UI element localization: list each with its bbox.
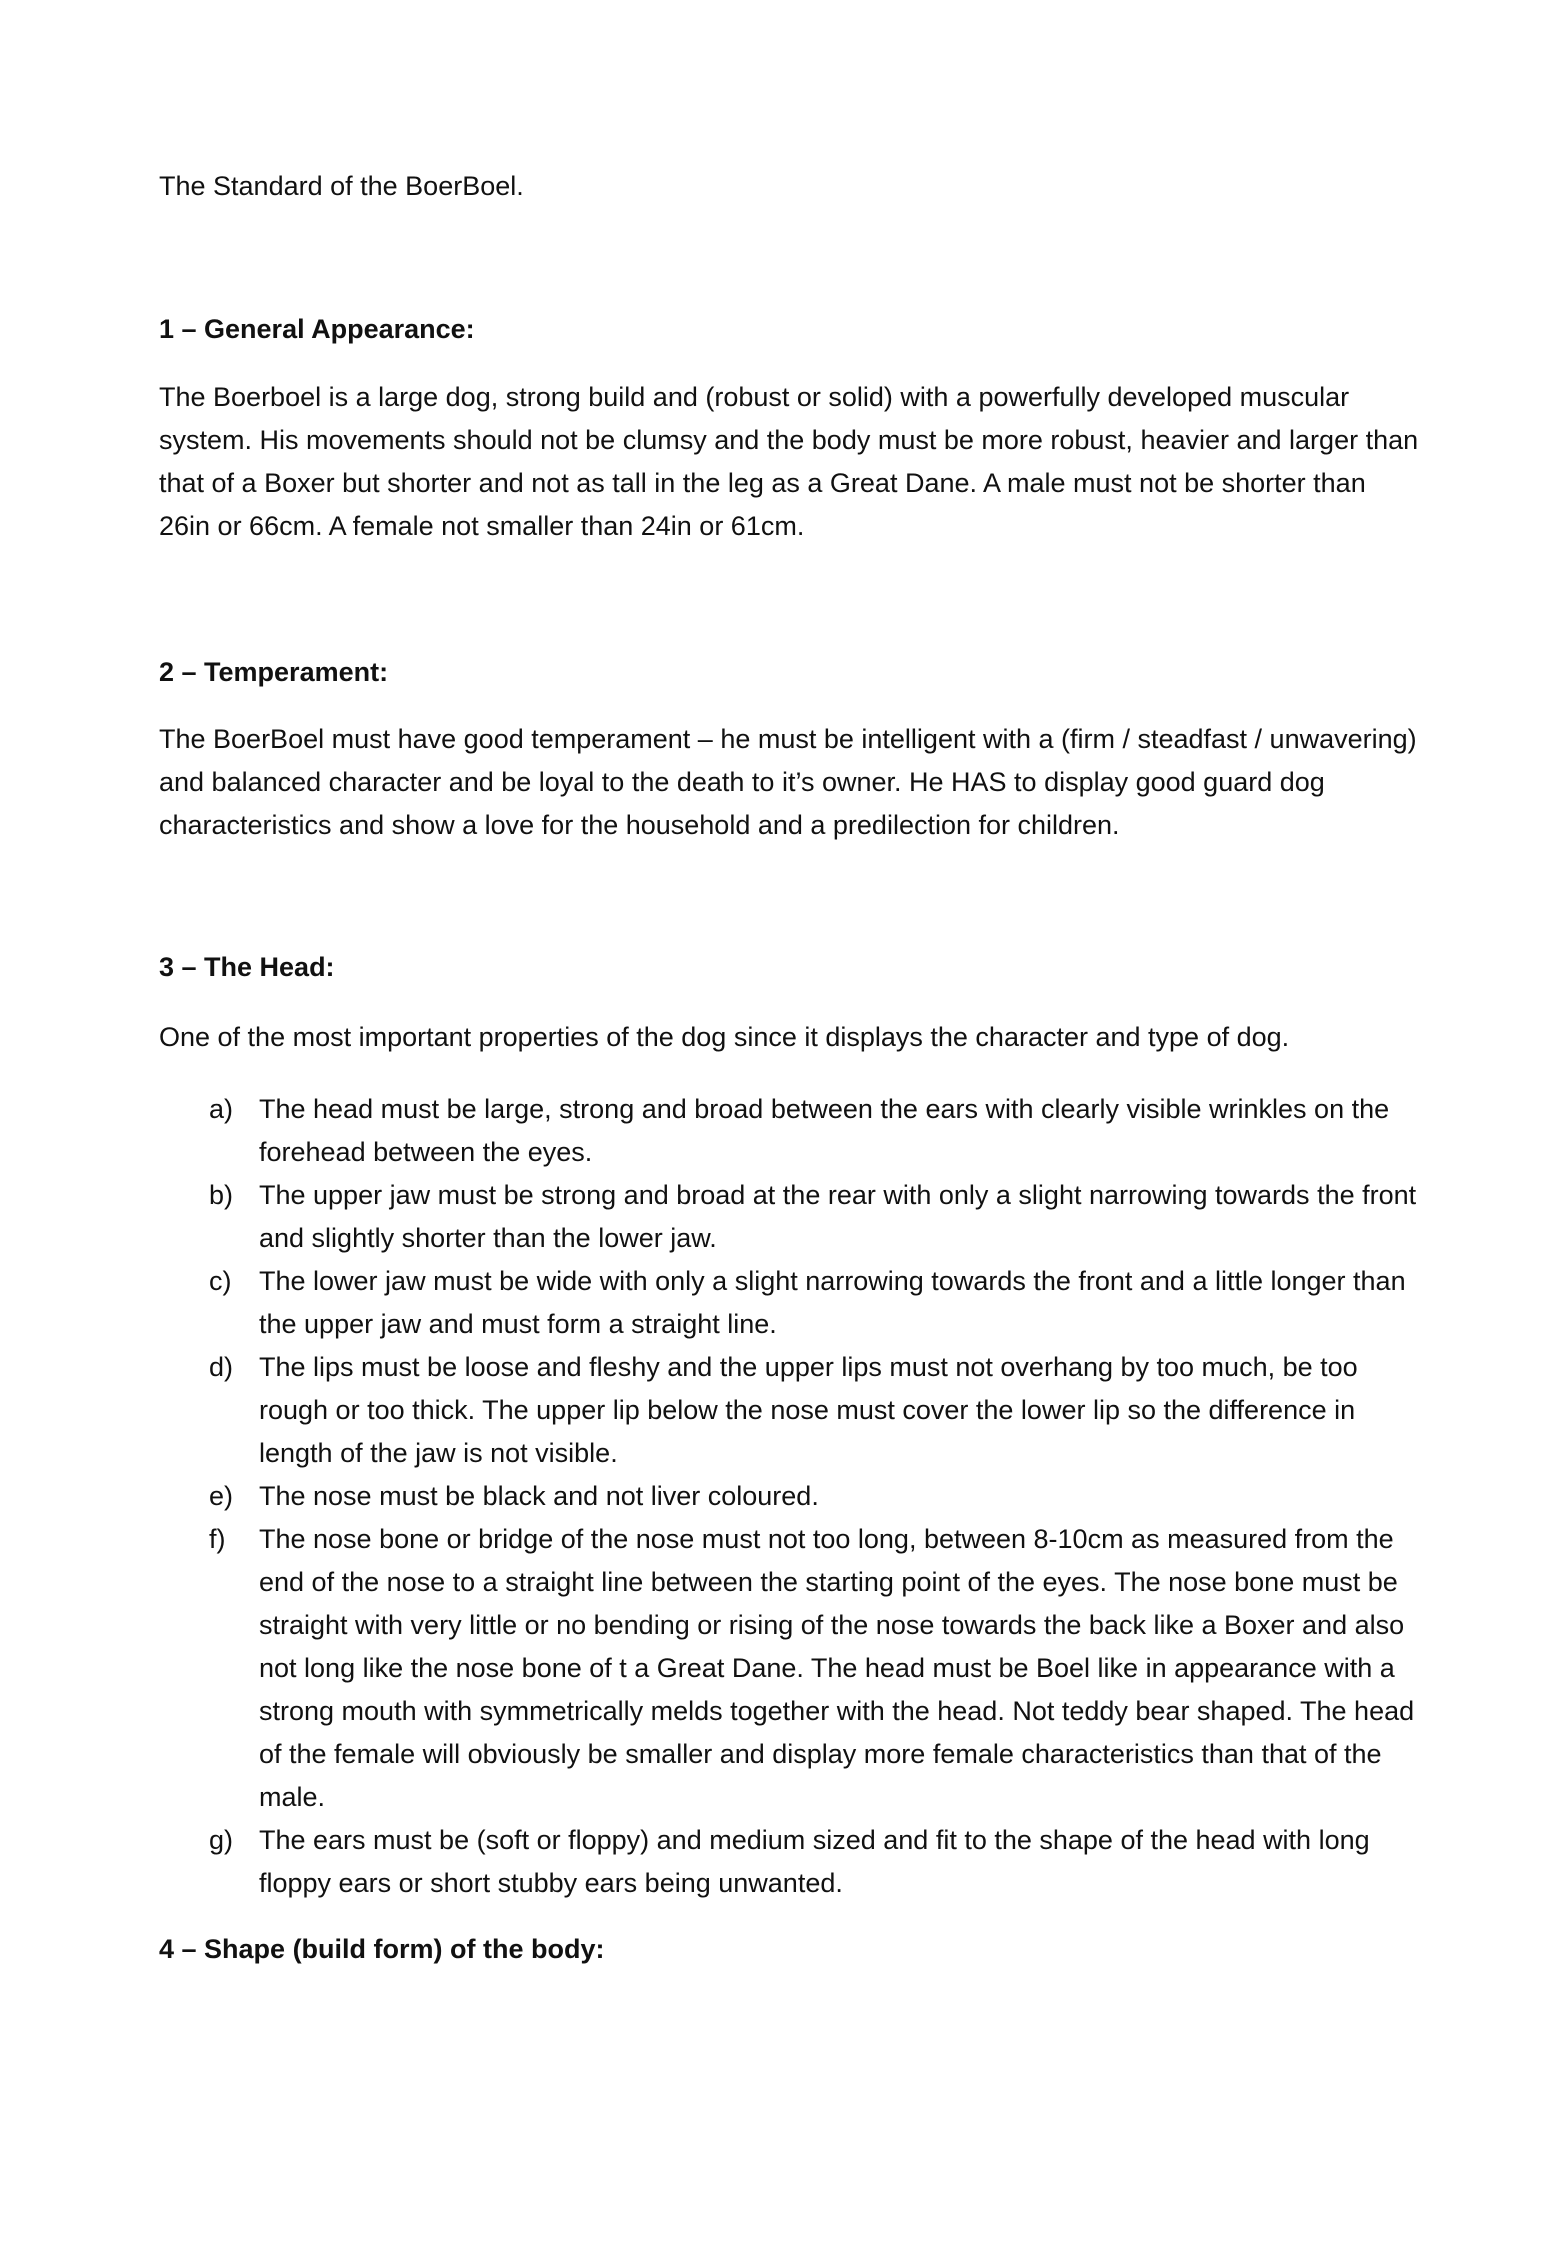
section-paragraph-the-head: One of the most important properties of the dog since it displays the character and type of dog. xyxy=(159,1022,1290,1052)
list-item xyxy=(159,1088,1419,1174)
list-marker: b) xyxy=(209,1180,234,1210)
head-requirements-list xyxy=(159,1088,1419,1905)
list-item-text: The head must be large, strong and broad between the ears with clearly visible wrinkles on the forehead between the eyes. xyxy=(259,1094,1390,1167)
list-marker: c) xyxy=(209,1266,232,1296)
list-marker: e) xyxy=(209,1481,234,1511)
list-item xyxy=(159,1475,1419,1518)
list-item xyxy=(159,1518,1419,1819)
section-paragraph-temperament: The BoerBoel must have good temperament – he must be intelligent with a (firm / steadfast / unwavering) and balanced character and be loyal to the death to it’s owner. He HAS to display good guard dog characteristics and show a love for the household and a predilection for children. xyxy=(159,724,1417,840)
list-marker: a) xyxy=(209,1094,234,1124)
section-paragraph-general-appearance: The Boerboel is a large dog, strong build and (robust or solid) with a powerfully developed muscular system. His movements should not be clumsy and the body must be more robust, heavier and larger than that of a Boxer but shorter and not as tall in the leg as a Great Dane. A male must not be shorter than 26in or 66cm. A female not smaller than 24in or 61cm. xyxy=(159,382,1419,541)
section-heading-general-appearance: 1 – General Appearance: xyxy=(159,314,475,344)
list-item-text: The upper jaw must be strong and broad at the rear with only a slight narrowing towards the front and slightly shorter than the lower jaw. xyxy=(259,1180,1417,1253)
section-heading-the-head: 3 – The Head: xyxy=(159,952,335,982)
list-marker: f) xyxy=(209,1524,226,1554)
document-title: The Standard of the BoerBoel. xyxy=(159,171,524,201)
list-item-text: The nose must be black and not liver coloured. xyxy=(259,1481,819,1511)
list-item-text: The lips must be loose and fleshy and the upper lips must not overhang by too much, be too rough or too thick. The upper lip below the nose must cover the lower lip so the difference in length of the jaw is not visible. xyxy=(259,1352,1358,1468)
list-item xyxy=(159,1819,1419,1905)
section-heading-shape-of-body: 4 – Shape (build form) of the body: xyxy=(159,1934,605,1964)
section-heading-temperament: 2 – Temperament: xyxy=(159,657,389,687)
list-item-text: The lower jaw must be wide with only a slight narrowing towards the front and a little longer than the upper jaw and must form a straight line. xyxy=(259,1266,1406,1339)
list-marker: d) xyxy=(209,1352,234,1382)
list-item-text: The ears must be (soft or floppy) and medium sized and fit to the shape of the head with long floppy ears or short stubby ears being unwanted. xyxy=(259,1825,1370,1898)
list-item xyxy=(159,1346,1419,1475)
list-item xyxy=(159,1260,1419,1346)
list-marker: g) xyxy=(209,1825,234,1855)
list-item xyxy=(159,1174,1419,1260)
list-item-text: The nose bone or bridge of the nose must not too long, between 8-10cm as measured from the end of the nose to a straight line between the starting point of the eyes. The nose bone must be straight with very little or no bending or rising of the nose towards the back like a Boxer and also not long like the nose bone of t a Great Dane. The head must be Boel like in appearance with a strong mouth with symmetrically melds together with the head. Not teddy bear shaped. The head of the female will obviously be smaller and display more female characteristics than that of the male. xyxy=(259,1524,1415,1812)
